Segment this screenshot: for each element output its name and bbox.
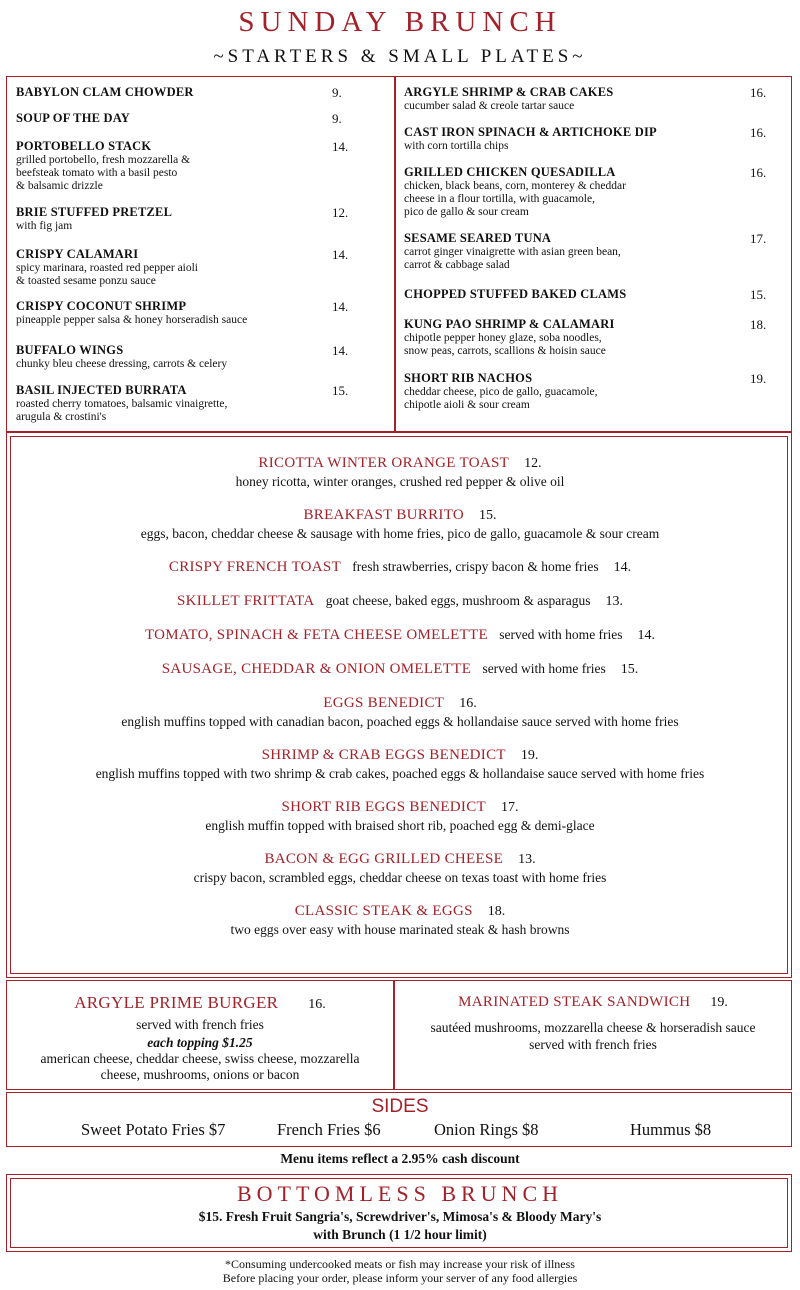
starter-item xyxy=(404,85,776,113)
footer-warning: *Consuming undercooked meats or fish may increase your risk of illness xyxy=(225,1257,575,1271)
starter-item xyxy=(404,317,776,358)
starter-description: beefsteak tomato with a basil pesto xyxy=(16,167,178,179)
starter-name: PORTOBELLO STACK xyxy=(16,139,152,153)
sandwich-description: sautéed mushrooms, mozzarella cheese & horseradish sauce xyxy=(430,1020,756,1035)
entree-item xyxy=(7,747,793,782)
entree-price: 14. xyxy=(637,628,656,643)
starter-price: 17. xyxy=(750,231,767,246)
starter-name: SESAME SEARED TUNA xyxy=(404,231,552,245)
starter-name: KUNG PAO SHRIMP & CALAMARI xyxy=(404,317,615,331)
starter-description: with fig jam xyxy=(16,220,73,232)
entree-price: 13. xyxy=(518,852,536,867)
sandwich-description: served with french fries xyxy=(529,1037,657,1052)
starter-price: 9. xyxy=(332,85,342,100)
entree-item xyxy=(7,661,793,678)
starter-price: 18. xyxy=(750,317,767,332)
starter-name: CRISPY COCONUT SHRIMP xyxy=(16,299,187,313)
starter-description: chicken, black beans, corn, monterey & cheddar xyxy=(404,180,626,192)
bottomless-drinks: $15. Fresh Fruit Sangria's, Screwdriver's, Mimosa's & Bloody Mary's xyxy=(198,1209,602,1224)
entree-inline-description: goat cheese, baked eggs, mushroom & asparagus xyxy=(325,593,591,608)
entree-inline-description: served with home fries xyxy=(482,661,606,676)
starter-item xyxy=(404,125,776,153)
menu-subtitle: ~STARTERS & SMALL PLATES~ xyxy=(213,46,587,67)
entree-price: 15. xyxy=(479,508,497,523)
starter-description: snow peas, carrots, scallions & hoisin sauce xyxy=(404,345,606,357)
column-divider xyxy=(394,77,396,431)
sides-title: SIDES xyxy=(371,1096,429,1117)
entree-name: CLASSIC STEAK & EGGS xyxy=(294,903,473,919)
burger-block xyxy=(7,993,393,1083)
entree-item xyxy=(7,627,793,644)
entree-description: english muffins topped with canadian bacon, poached eggs & hollandaise sauce served with home fries xyxy=(121,714,679,729)
entree-description: crispy bacon, scrambled eggs, cheddar cheese on texas toast with home fries xyxy=(193,870,607,885)
starter-description: with corn tortilla chips xyxy=(404,140,509,152)
starter-price: 15. xyxy=(750,287,767,302)
entree-item xyxy=(7,799,793,834)
entree-name: BREAKFAST BURRITO xyxy=(303,507,465,523)
mains-section xyxy=(6,980,792,1090)
starter-name: BRIE STUFFED PRETZEL xyxy=(16,205,173,219)
starter-item xyxy=(16,343,351,371)
entree-description: english muffin topped with braised short rib, poached egg & demi-glace xyxy=(205,818,595,833)
starter-description: carrot ginger vinaigrette with asian green bean, xyxy=(404,246,621,258)
starter-price: 14. xyxy=(332,343,349,358)
starter-name: CHOPPED STUFFED BAKED CLAMS xyxy=(404,287,627,301)
starter-price: 16. xyxy=(750,165,767,180)
starter-price: 16. xyxy=(750,85,767,100)
burger-name: ARGYLE PRIME BURGER xyxy=(74,993,279,1012)
entree-item xyxy=(7,507,793,542)
entree-inline-description: served with home fries xyxy=(499,627,623,642)
starter-description: grilled portobello, fresh mozzarella & xyxy=(16,154,191,166)
starter-name: CRISPY CALAMARI xyxy=(16,247,139,261)
entree-description: honey ricotta, winter oranges, crushed red pepper & olive oil xyxy=(235,474,565,489)
entree-price: 12. xyxy=(524,456,542,471)
starter-description: & toasted sesame ponzu sauce xyxy=(16,275,156,287)
menu-title: SUNDAY BRUNCH xyxy=(238,6,562,38)
starter-description: roasted cherry tomatoes, balsamic vinaigrette, xyxy=(16,398,228,410)
starter-name: SHORT RIB NACHOS xyxy=(404,371,533,385)
starter-description: arugula & crostini's xyxy=(16,411,107,423)
starters-section xyxy=(6,76,792,432)
side-item: Onion Rings $8 xyxy=(434,1120,539,1139)
starter-item xyxy=(16,205,351,233)
starter-price: 15. xyxy=(332,383,349,398)
entree-description: english muffins topped with two shrimp & crab cakes, poached eggs & hollandaise sauce served with home fries xyxy=(95,766,705,781)
entree-item xyxy=(7,559,793,576)
starter-description: pineapple pepper salsa & honey horseradish sauce xyxy=(16,314,248,326)
starter-description: carrot & cabbage salad xyxy=(404,259,510,271)
starter-description: pico de gallo & sour cream xyxy=(404,206,529,218)
entree-price: 17. xyxy=(501,800,519,815)
side-item: Hummus $8 xyxy=(630,1120,712,1139)
starter-name: CAST IRON SPINACH & ARTICHOKE DIP xyxy=(404,125,657,139)
starter-description: cucumber salad & creole tartar sauce xyxy=(404,100,575,112)
entree-name: BACON & EGG GRILLED CHEESE xyxy=(264,851,504,867)
entree-name: RICOTTA WINTER ORANGE TOAST xyxy=(258,455,510,471)
starter-name: BABYLON CLAM CHOWDER xyxy=(16,85,194,99)
starter-name: ARGYLE SHRIMP & CRAB CAKES xyxy=(404,85,614,99)
starter-description: chipotle pepper honey glaze, soba noodles, xyxy=(404,332,602,344)
bottomless-title: BOTTOMLESS BRUNCH xyxy=(236,1181,564,1206)
starter-name: SOUP OF THE DAY xyxy=(16,111,131,125)
entree-price: 14. xyxy=(613,560,632,575)
entree-price: 16. xyxy=(459,696,477,711)
starter-item xyxy=(404,231,776,272)
starter-item xyxy=(404,165,776,219)
entree-name: SKILLET FRITTATA xyxy=(177,593,315,609)
burger-description: served with french fries xyxy=(136,1017,264,1032)
starter-price: 9. xyxy=(332,111,342,126)
starter-name: GRILLED CHICKEN QUESADILLA xyxy=(404,165,616,179)
starter-name: BUFFALO WINGS xyxy=(16,343,124,357)
starter-description: cheddar cheese, pico de gallo, guacamole, xyxy=(404,386,598,398)
starter-description: & balsamic drizzle xyxy=(16,180,103,192)
burger-toppings-line: cheese, mushrooms, onions or bacon xyxy=(100,1067,300,1082)
starter-price: 14. xyxy=(332,139,349,154)
starter-item xyxy=(404,287,776,302)
starter-price: 14. xyxy=(332,299,349,314)
entree-name: SHRIMP & CRAB EGGS BENEDICT xyxy=(261,747,506,763)
starter-item xyxy=(16,247,351,288)
entree-item xyxy=(7,455,793,490)
starter-item xyxy=(16,383,351,424)
sandwich-name: MARINATED STEAK SANDWICH xyxy=(458,994,691,1010)
sandwich-price: 19. xyxy=(710,995,728,1010)
entree-name: SHORT RIB EGGS BENEDICT xyxy=(281,799,486,815)
starter-item xyxy=(16,111,351,126)
starter-description: chunky bleu cheese dressing, carrots & celery xyxy=(16,358,228,370)
starter-price: 12. xyxy=(332,205,349,220)
entree-description: eggs, bacon, cheddar cheese & sausage with home fries, pico de gallo, guacamole & sour cream xyxy=(140,526,660,541)
entree-description: two eggs over easy with house marinated steak & hash browns xyxy=(230,922,570,937)
entree-name: EGGS BENEDICT xyxy=(323,695,445,711)
sandwich-block xyxy=(395,993,791,1053)
bottomless-brunch-section xyxy=(6,1174,792,1252)
starter-price: 19. xyxy=(750,371,767,386)
footer-allergy-note: Before placing your order, please inform your server of any food allergies xyxy=(222,1271,578,1285)
entree-price: 15. xyxy=(620,662,639,677)
cash-discount-note: Menu items reflect a 2.95% cash discount xyxy=(280,1151,520,1166)
entree-item xyxy=(7,695,793,730)
starter-description: cheese in a flour tortilla, with guacamole, xyxy=(404,193,595,205)
bottomless-limit: with Brunch (1 1/2 hour limit) xyxy=(313,1227,487,1242)
starter-description: spicy marinara, roasted red pepper aioli xyxy=(16,262,199,274)
entree-name: SAUSAGE, CHEDDAR & ONION OMELETTE xyxy=(161,661,472,677)
entree-item xyxy=(7,851,793,886)
entree-price: 18. xyxy=(487,904,506,919)
side-item: Sweet Potato Fries $7 xyxy=(81,1120,226,1139)
starter-item xyxy=(16,85,351,100)
side-item: French Fries $6 xyxy=(277,1120,381,1139)
starter-description: chipotle aioli & sour cream xyxy=(404,399,530,411)
entree-price: 19. xyxy=(520,748,539,763)
entree-item xyxy=(7,593,793,610)
starter-item xyxy=(16,299,351,327)
sides-section xyxy=(6,1092,792,1147)
entree-name: TOMATO, SPINACH & FETA CHEESE OMELETTE xyxy=(144,627,488,643)
entree-item xyxy=(7,903,793,938)
starter-item xyxy=(16,139,351,193)
burger-toppings-line: american cheese, cheddar cheese, swiss cheese, mozzarella xyxy=(40,1051,360,1066)
entree-name: CRISPY FRENCH TOAST xyxy=(168,559,342,575)
brunch-entrees-section xyxy=(6,432,792,978)
starter-item xyxy=(404,371,776,412)
burger-topping-price: each topping $1.25 xyxy=(147,1035,253,1050)
entree-inline-description: fresh strawberries, crispy bacon & home fries xyxy=(352,559,599,574)
starter-price: 16. xyxy=(750,125,767,140)
starter-name: BASIL INJECTED BURRATA xyxy=(16,383,187,397)
burger-price: 16. xyxy=(308,997,326,1012)
starter-price: 14. xyxy=(332,247,349,262)
entree-price: 13. xyxy=(605,594,623,609)
